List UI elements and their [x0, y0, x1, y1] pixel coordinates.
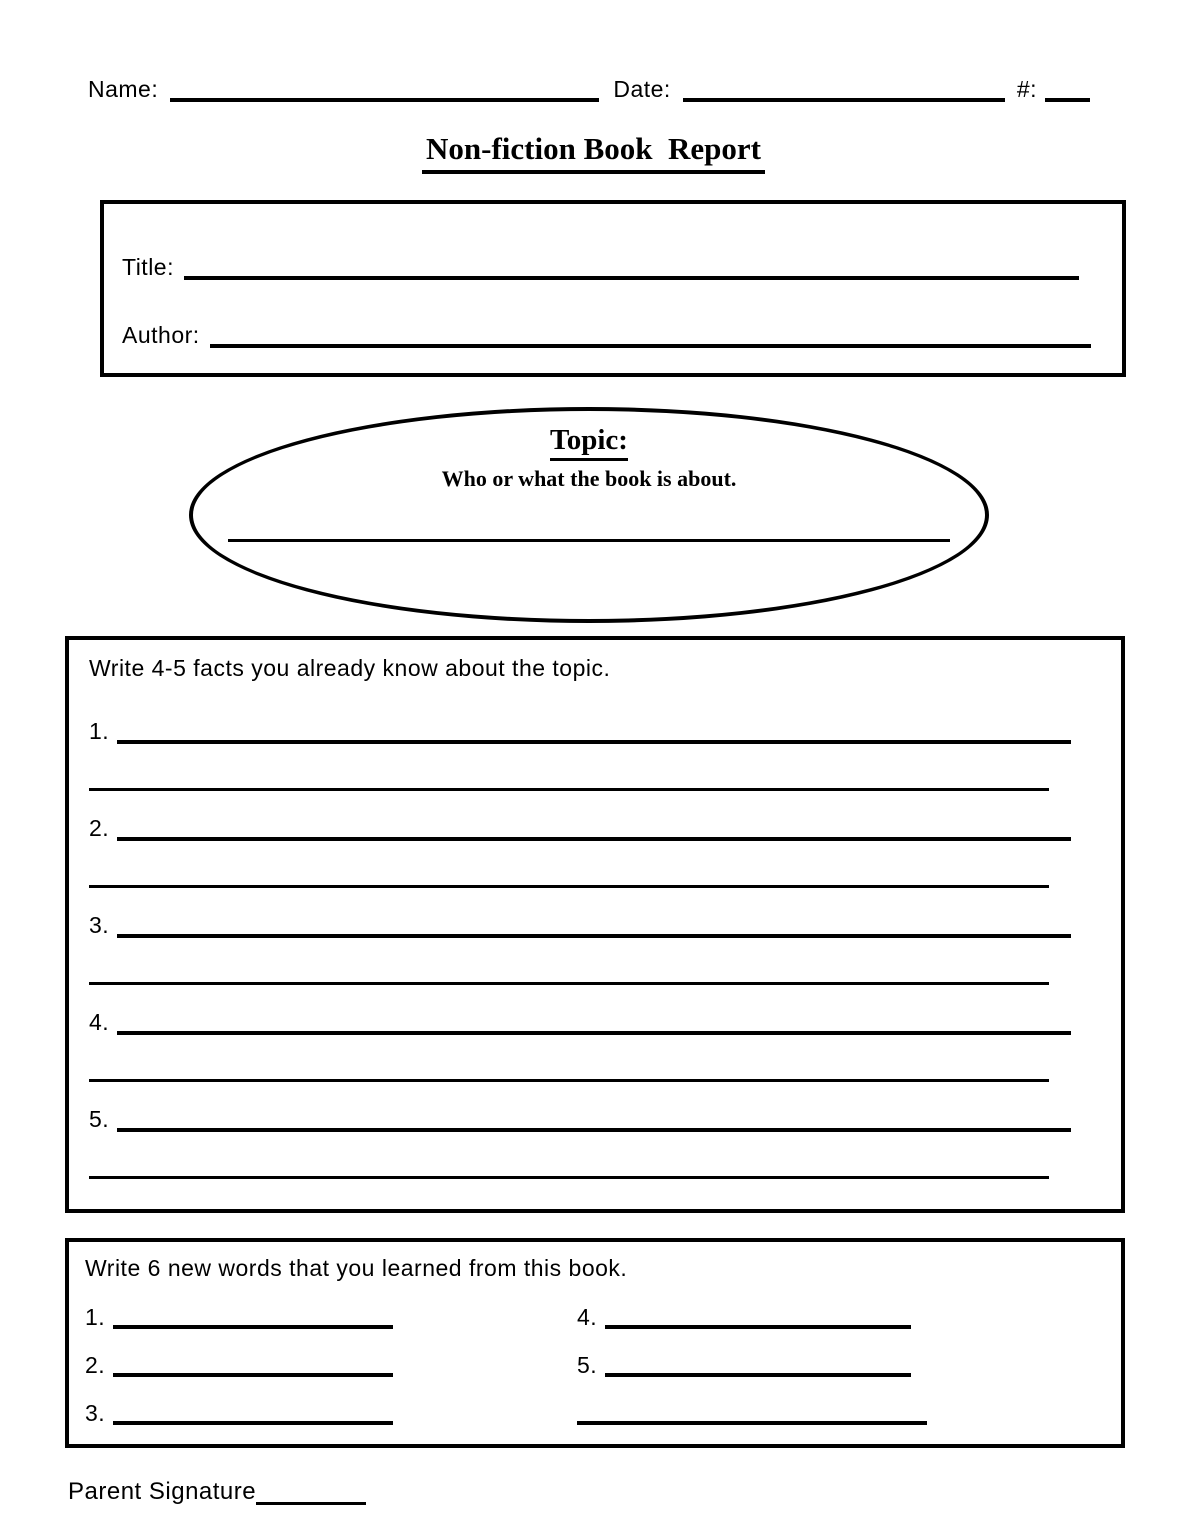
page-title: Non-fiction Book Report — [422, 131, 765, 174]
name-line — [170, 98, 599, 102]
topic-subtitle: Who or what the book is about. — [441, 466, 737, 491]
parent-signature-line — [256, 1502, 366, 1505]
date-line — [683, 98, 1005, 102]
word-item — [85, 1398, 577, 1426]
words-prompt: Write 6 new words that you learned from this book. — [85, 1255, 628, 1281]
fact-continuation-line — [89, 982, 1049, 985]
word-item — [577, 1398, 1101, 1426]
fact-line — [117, 740, 1071, 744]
fact-line — [117, 837, 1071, 841]
fact-item — [89, 909, 1093, 985]
words-grid — [85, 1282, 1101, 1426]
word-number: 2. — [85, 1352, 106, 1378]
fact-line — [117, 934, 1071, 938]
signature-row — [68, 1474, 366, 1506]
topic-ellipse — [189, 407, 989, 623]
word-number: 4. — [577, 1304, 598, 1330]
word-item — [577, 1302, 1101, 1330]
fact-row — [89, 909, 1093, 939]
topic-heading: Topic: — [550, 424, 628, 461]
book-author-row — [122, 316, 1097, 350]
date-label: Date: — [613, 76, 671, 102]
name-label: Name: — [88, 76, 159, 102]
page-title-wrap — [0, 131, 1187, 174]
fact-number: 2. — [89, 815, 110, 841]
word-line — [113, 1373, 393, 1377]
fact-row — [89, 1006, 1093, 1036]
fact-item — [89, 812, 1093, 888]
facts-prompt: Write 4-5 facts you already know about the topic. — [89, 655, 611, 681]
fact-row — [89, 812, 1093, 842]
fact-continuation-line — [89, 885, 1049, 888]
parent-signature-label: Parent Signature — [68, 1478, 257, 1505]
book-info-box — [100, 200, 1126, 377]
number-label: #: — [1016, 76, 1037, 102]
fact-line — [117, 1031, 1071, 1035]
fact-item — [89, 715, 1093, 791]
fact-number: 1. — [89, 718, 110, 744]
word-item — [577, 1350, 1101, 1378]
book-author-label: Author: — [122, 322, 200, 348]
words-column-right — [577, 1282, 1101, 1426]
words-column-left — [85, 1282, 577, 1426]
book-author-line — [210, 344, 1091, 348]
word-item — [85, 1302, 577, 1330]
fact-number: 5. — [89, 1106, 110, 1132]
words-box — [65, 1238, 1125, 1448]
fact-number: 4. — [89, 1009, 110, 1035]
word-line — [605, 1325, 911, 1329]
word-line — [113, 1421, 393, 1425]
word-line — [113, 1325, 393, 1329]
topic-write-line — [228, 539, 950, 542]
word-item — [85, 1350, 577, 1378]
book-title-line — [184, 276, 1079, 280]
header-row — [88, 70, 1090, 104]
fact-continuation-line — [89, 1176, 1049, 1179]
fact-row — [89, 715, 1093, 745]
facts-box — [65, 636, 1125, 1213]
number-line — [1045, 98, 1090, 102]
word-number: 1. — [85, 1304, 106, 1330]
fact-item — [89, 1103, 1093, 1179]
word-number: 5. — [577, 1352, 598, 1378]
word-line — [605, 1373, 911, 1377]
fact-row — [89, 1103, 1093, 1133]
word-line — [577, 1421, 927, 1425]
fact-continuation-line — [89, 788, 1049, 791]
book-title-label: Title: — [122, 254, 174, 280]
fact-item — [89, 1006, 1093, 1082]
book-title-row — [122, 248, 1097, 282]
fact-line — [117, 1128, 1071, 1132]
fact-continuation-line — [89, 1079, 1049, 1082]
fact-number: 3. — [89, 912, 110, 938]
word-number: 3. — [85, 1400, 106, 1426]
